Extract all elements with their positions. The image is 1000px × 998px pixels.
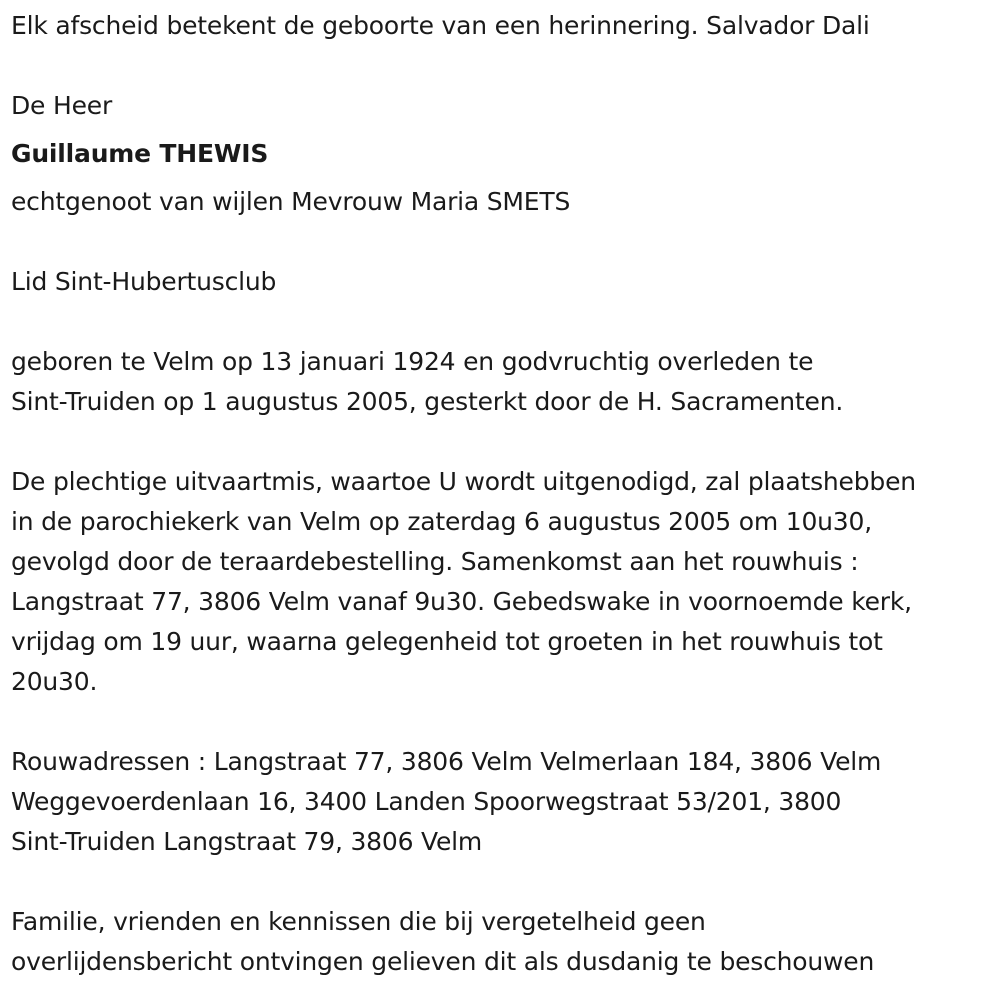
paragraph-line: vrijdag om 19 uur, waarna gelegenheid tot groeten in het rouwhuis tot — [11, 627, 883, 656]
spouse-line: echtgenoot van wijlen Mevrouw Maria SMETS — [11, 187, 571, 216]
paragraph-line: Langstraat 77, 3806 Velm vanaf 9u30. Gebedswake in voornoemde kerk, — [11, 587, 912, 616]
membership-line: Lid Sint-Hubertusclub — [11, 267, 277, 296]
paragraph-line: gevolgd door de teraardebestelling. Samenkomst aan het rouwhuis : — [11, 547, 859, 576]
paragraph-line: Weggevoerdenlaan 16, 3400 Landen Spoorwegstraat 53/201, 3800 — [11, 787, 842, 816]
obituary-document — [11, 6, 996, 982]
paragraph-line: in de parochiekerk van Velm op zaterdag 6 augustus 2005 om 10u30, — [11, 507, 872, 536]
deceased-name: Guillaume THEWIS — [11, 139, 269, 168]
paragraph-line: Familie, vrienden en kennissen die bij vergetelheid geen — [11, 907, 706, 936]
paragraph-line: 20u30. — [11, 667, 98, 696]
paragraph-line: Sint-Truiden Langstraat 79, 3806 Velm — [11, 827, 483, 856]
quote: Elk afscheid betekent de geboorte van een herinnering. Salvador Dali — [11, 11, 870, 40]
paragraph-line: geboren te Velm op 13 januari 1924 en godvruchtig overleden te — [11, 347, 814, 376]
closing-paragraph — [11, 902, 996, 982]
paragraph-line: Rouwadressen : Langstraat 77, 3806 Velm Velmerlaan 184, 3806 Velm — [11, 747, 882, 776]
honorific-title: De Heer — [11, 91, 113, 120]
paragraph-line: Sint-Truiden op 1 augustus 2005, gesterkt door de H. Sacramenten. — [11, 387, 844, 416]
paragraph-line: De plechtige uitvaartmis, waartoe U wordt uitgenodigd, zal plaatshebben — [11, 467, 916, 496]
paragraph-line: overlijdensbericht ontvingen gelieven dit als dusdanig te beschouwen — [11, 947, 875, 976]
birth-death-paragraph — [11, 342, 996, 422]
addresses-paragraph — [11, 742, 996, 862]
funeral-paragraph — [11, 462, 996, 702]
